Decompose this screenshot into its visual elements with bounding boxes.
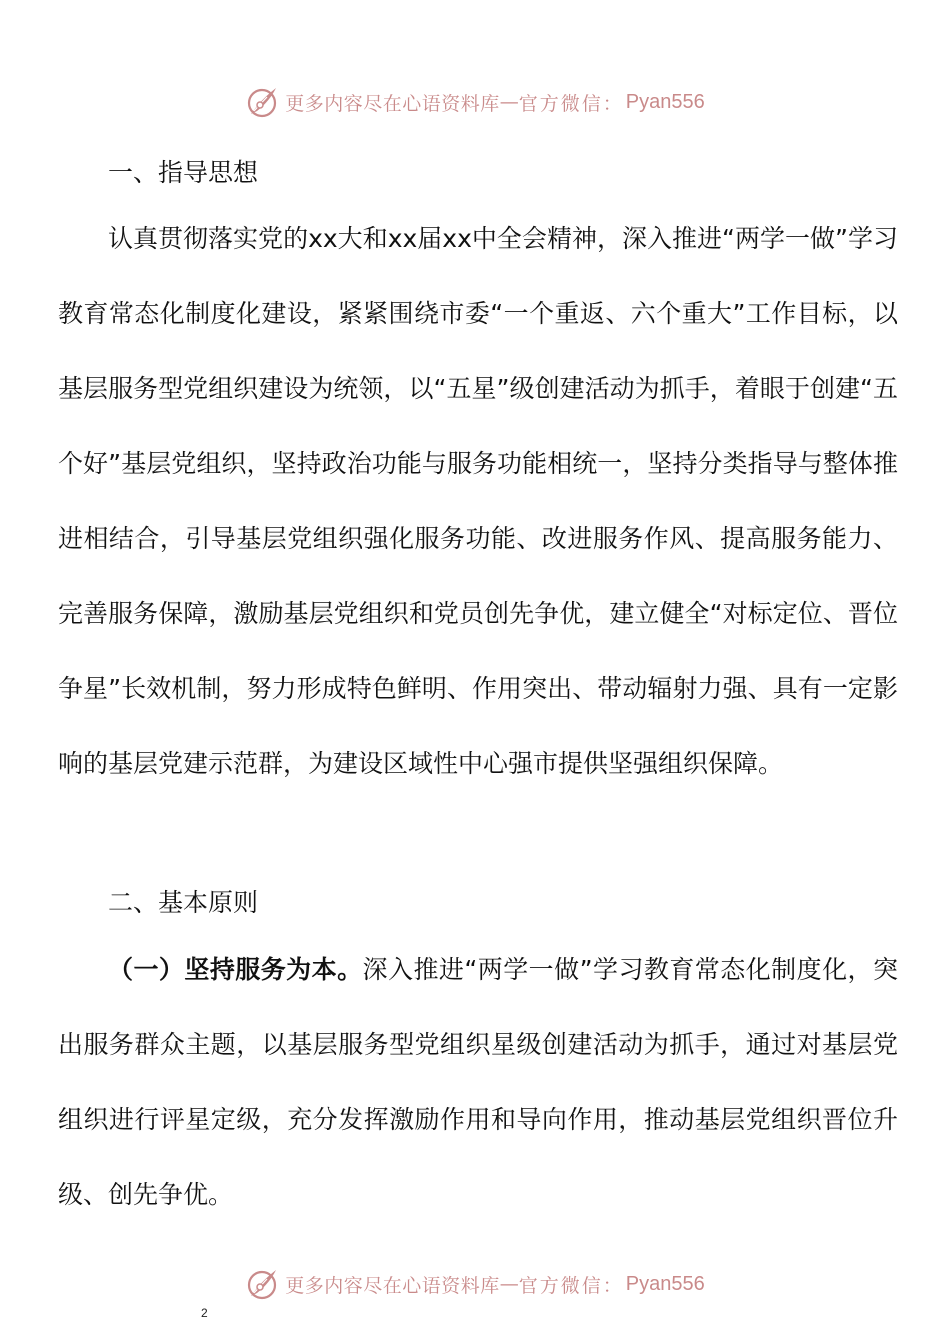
watermark-header [0, 82, 950, 122]
section-heading-guiding-ideology: 一、指导思想 [108, 158, 259, 187]
paragraph: 认真贯彻落实党的xx大和xx届xx中全会精神，深入推进“两学一做”学习教育常态化制度化建设，紧紧围绕市委“一个重返、六个重大”工作目标，以基层服务型党组织建设为统领，以“五星”级创建活动为抓手，着眼于创建“五个好”基层党组织，坚持政治功能与服务功能相统一，坚持分类指导与整体推进相结合，引导基层党组织强化服务功能、改进服务作风、提高服务能力、完善服务保障，激励基层党组织和党员创先争优，建立健全“对标定位、晋位争星”长效机制，努力形成特色鲜明、作用突出、带动辐射力强、具有一定影响的基层党建示范群，为建设区域性中心强市提供坚强组织保障。 [58, 224, 898, 778]
watermark-wechat-id: Pyan556 [625, 90, 705, 113]
quill-pen-icon [245, 84, 281, 120]
section-heading-basic-principles: 二、基本原则 [108, 888, 259, 917]
guiding-ideology-body [58, 201, 898, 801]
watermark-separator: — [499, 91, 519, 113]
principle-item-1 [58, 932, 898, 1232]
quill-pen-icon [245, 1266, 281, 1302]
watermark-separator: — [499, 1273, 519, 1295]
paragraph [58, 932, 898, 1232]
principle-item-lead: （一）坚持服务为本。 [108, 955, 363, 984]
watermark-brand-text: 更多内容尽在心语资料库 [285, 92, 500, 115]
watermark-label: 官方微信： [518, 1274, 624, 1297]
principle-item-body: 深入推进“两学一做”学习教育常态化制度化，突出服务群众主题，以基层服务型党组织星级创建活动为抓手，通过对基层党组织进行评星定级，充分发挥激励作用和导向作用，推动基层党组织晋位升级、创先争优。 [58, 955, 898, 1209]
watermark-label: 官方微信： [518, 92, 624, 115]
watermark-footer [0, 1264, 950, 1304]
watermark-wechat-id: Pyan556 [625, 1272, 705, 1295]
page-number: 2 [201, 1306, 208, 1320]
watermark-brand-text: 更多内容尽在心语资料库 [285, 1274, 500, 1297]
